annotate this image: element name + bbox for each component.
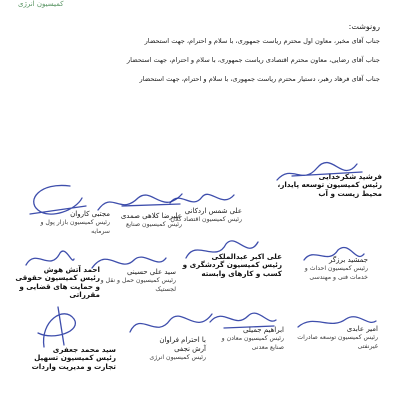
signatory-title: رئیس کمیسیون بازار پول و سرمایه	[40, 219, 110, 235]
signatory-name: علی شمس اردکانی	[184, 207, 242, 215]
signatory-name: فرشید شکرخدایی	[318, 172, 382, 181]
signature-block	[206, 326, 284, 352]
signatory-title: رئیس کمیسیون حمل و نقل و لجستیک	[100, 277, 176, 293]
signatory-name: سید علی حسینی	[126, 268, 176, 276]
signatory-name: سید محمد جعفری	[52, 345, 116, 354]
signatory-title: رئیس کمیسیون انرژی	[149, 354, 206, 361]
signatory-name: علی اکبر عبدالملکی	[211, 252, 282, 261]
copy-line: جناب آقای رضایی، معاون محترم اقتصادی ریاست جمهوری، با سلام و احترام، جهت استحضار	[126, 56, 380, 64]
signature-block	[12, 345, 116, 371]
signatory-title: رئیس کمیسیون تسهیل تجارت و مدیریت واردات	[31, 353, 116, 371]
signatory-name: مجتبی کاروان	[70, 210, 110, 218]
signatory-title: رئیس کمیسیون معادن و صنایع معدنی	[221, 335, 284, 351]
copy-line: جناب آقای مخبر، معاون اول محترم ریاست جمهوری، با سلام و احترام، جهت استحضار	[144, 37, 380, 45]
signatory-name: امیر عابدی	[346, 325, 378, 333]
signature-block	[20, 210, 110, 236]
signature-block	[146, 336, 206, 363]
signatory-title: رئیس کمیسیون احداث و خدمات فنی و مهندسی	[304, 265, 368, 281]
signatory-title: رئیس کمیسیون اقتصاد کلان	[170, 216, 242, 223]
signatory-title: رئیس کمیسیون حقوقی و حمایت های قضایی و مقرراتی	[15, 273, 100, 299]
signatory-name: علیرضا کلاهی صمدی	[120, 212, 182, 220]
signatory-name: با احترام فراوان آرش نجفی	[159, 336, 206, 353]
signature-block	[290, 256, 368, 282]
signatory-title: رئیس کمیسیون صنایع	[126, 221, 182, 228]
signatory-title: رئیس کمیسیون توسعه صادرات غیرنفتی	[297, 334, 378, 350]
signature-block	[264, 172, 382, 198]
copy-title: رونوشت:	[348, 22, 380, 31]
signatory-name: ابراهیم جمیلی	[242, 326, 284, 334]
copy-line: جناب آقای فرهاد رهبر، دستیار محترم ریاست جمهوری، با سلام و احترام، جهت استحضار	[139, 75, 380, 83]
handwritten-signature	[24, 301, 94, 351]
signatory-title: رئیس کمیسیون گردشگری و کسب و کارهای وابسته	[182, 260, 282, 278]
signatory-name: احمد آتش هوش	[43, 265, 100, 274]
signatory-title: رئیس کمیسیون توسعه پایدار، محیط زیست و آب	[277, 180, 382, 198]
signature-block	[14, 265, 100, 300]
signatory-name: جمشید برزگر	[328, 256, 368, 264]
header-fragment: کمیسیون انرژی	[18, 0, 64, 8]
signature-block	[98, 212, 182, 230]
signature-block	[92, 268, 176, 294]
signature-block	[176, 252, 282, 278]
signature-block	[296, 325, 378, 351]
